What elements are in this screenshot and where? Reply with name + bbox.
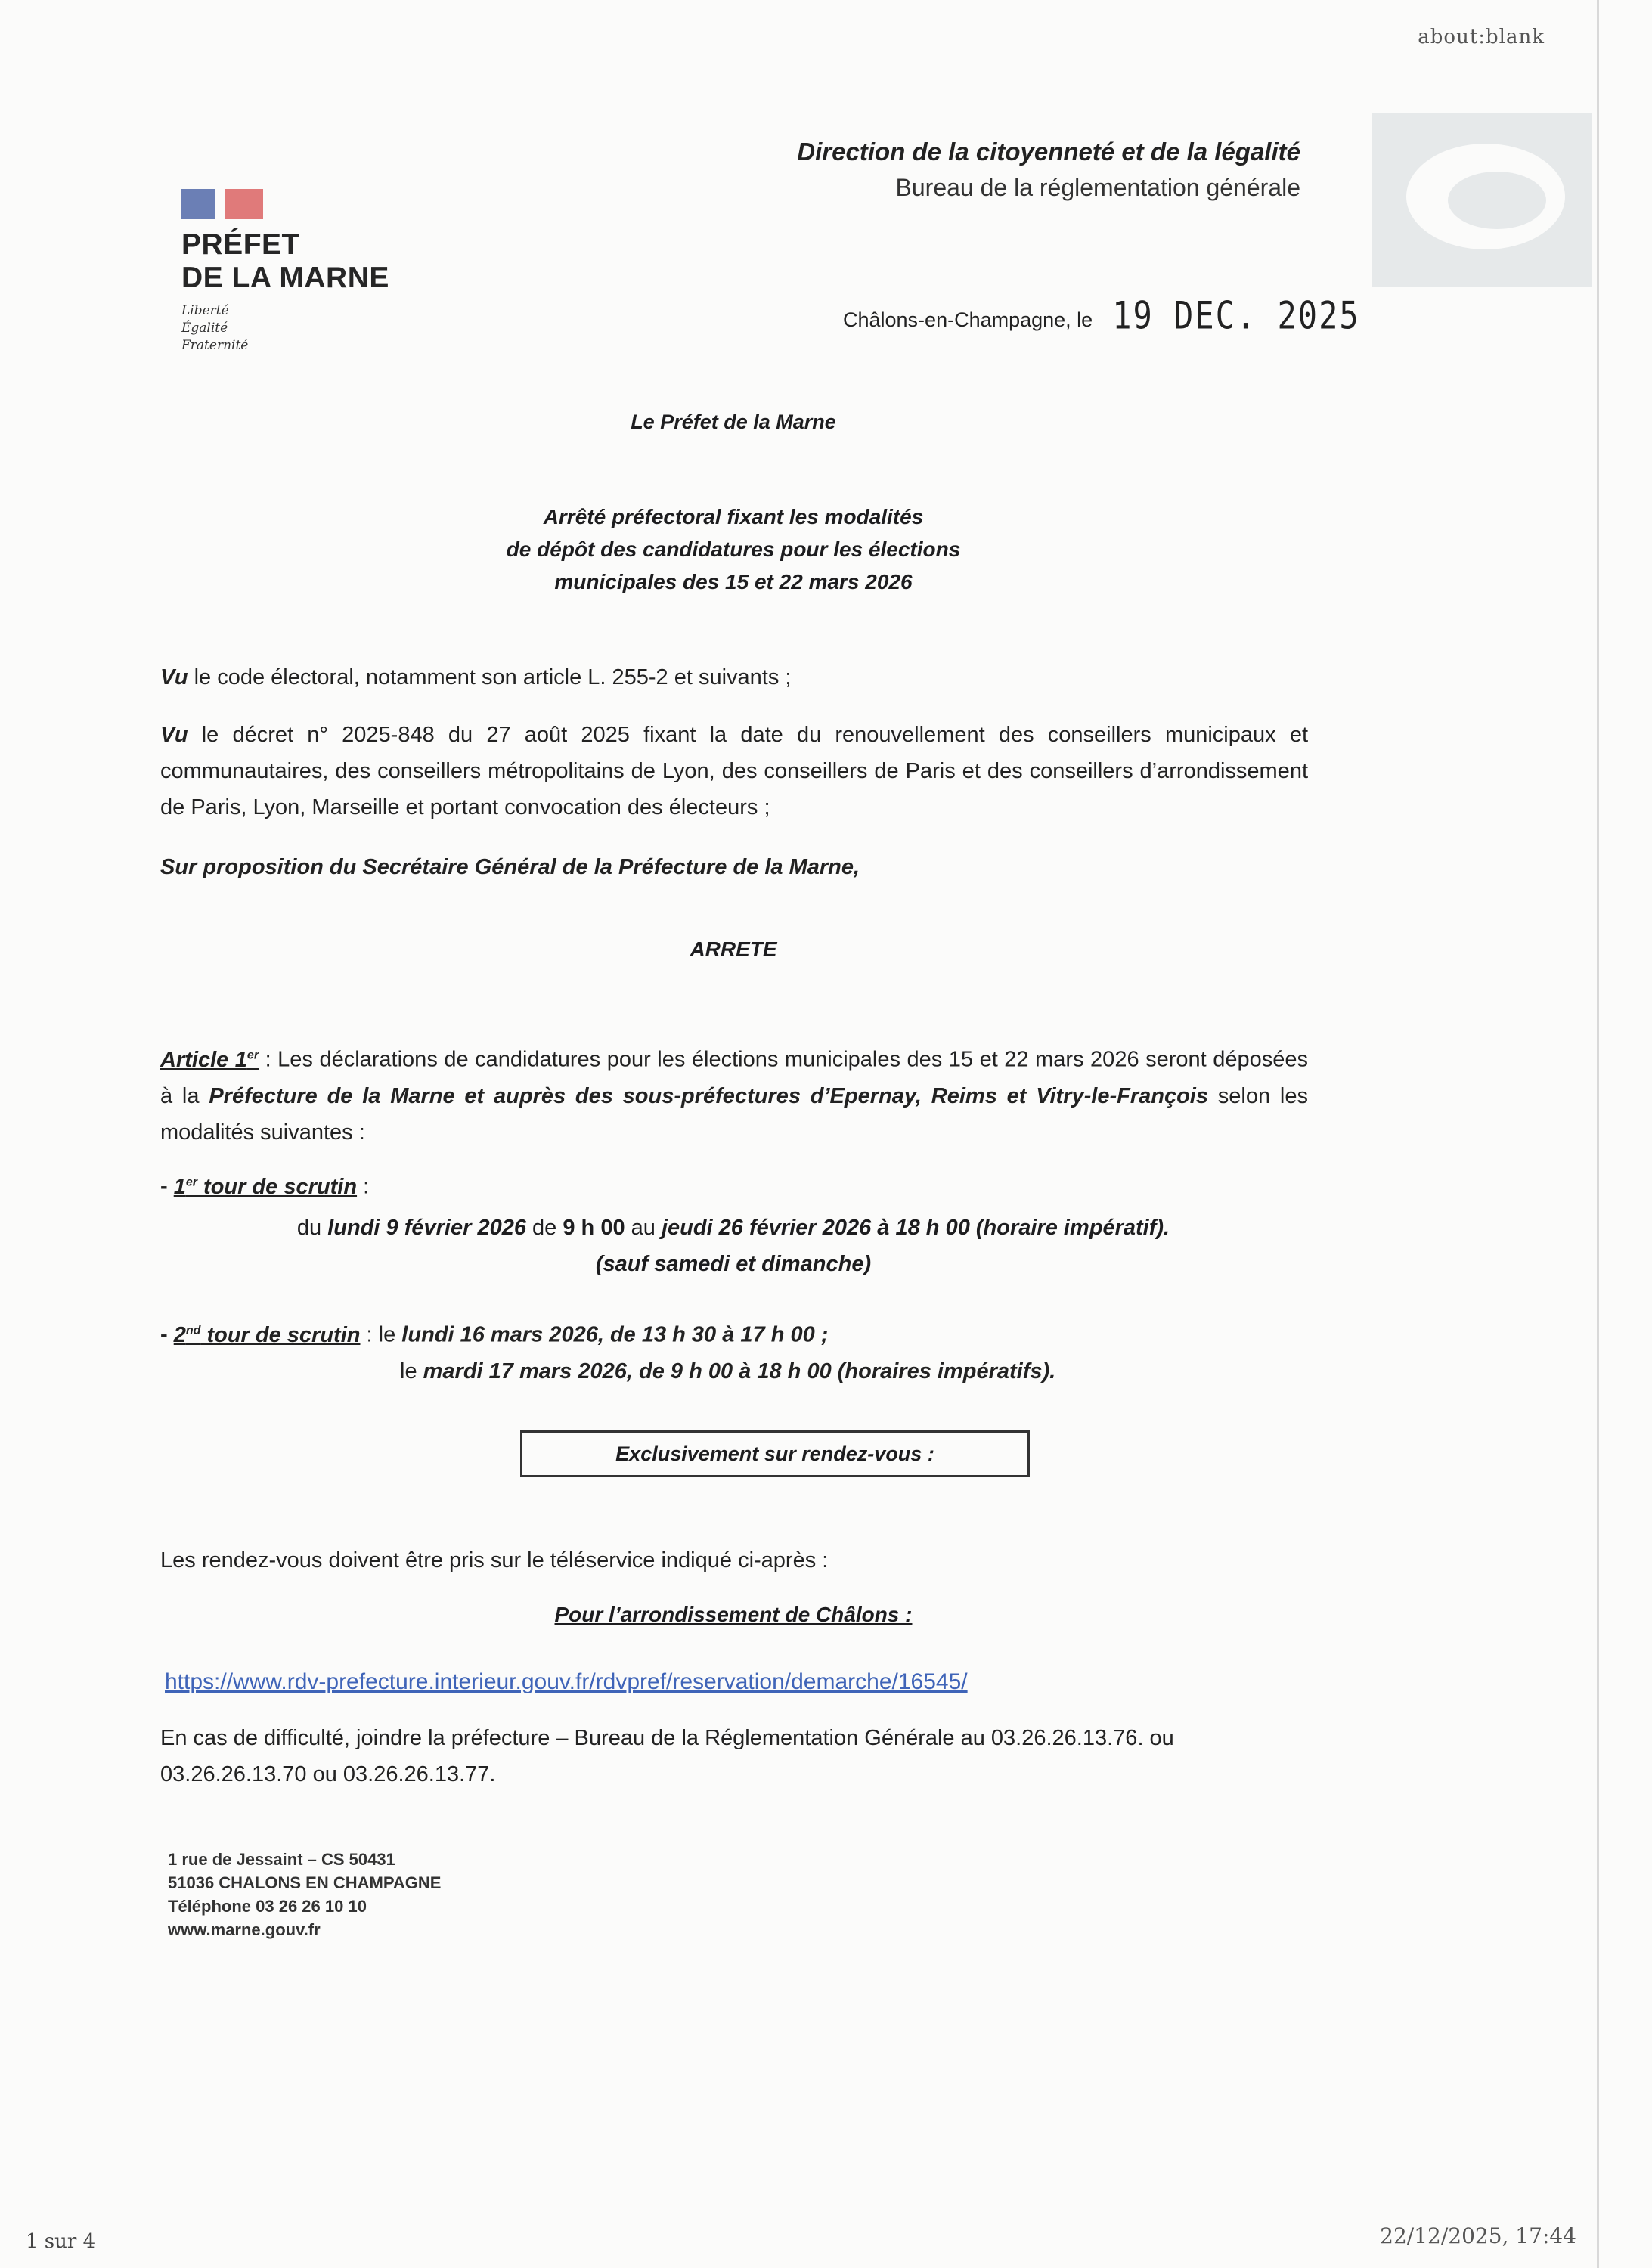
marianne-flag-icon: [181, 189, 263, 219]
prefecture-address: 1 rue de Jessaint – CS 50431 51036 CHALONS EN CHAMPAGNE Téléphone 03 26 26 10 10 www.marne.gouv.fr: [168, 1850, 442, 1939]
page-edge: [1597, 0, 1599, 2268]
date-stamp: 19 DEC. 2025: [1112, 293, 1360, 338]
tour-2: - 2nd tour de scrutin : le lundi 16 mars 2026, de 13 h 30 à 17 h 00 ; le mardi 17 mars 2026, de 9 h 00 à 18 h 00 (horaires impératifs).: [160, 1322, 1056, 1383]
proposition: Sur proposition du Secrétaire Général de la Préfecture de la Marne,: [160, 855, 860, 879]
page-counter: 1 sur 4: [26, 2230, 96, 2253]
date-label: Châlons-en-Champagne, le: [843, 308, 1093, 331]
vu-code-electoral: Vu le code électoral, notamment son article L. 255-2 et suivants ;: [160, 665, 792, 689]
watermark-logo: [1372, 113, 1592, 287]
tour-1-dates: du lundi 9 février 2026 de 9 h 00 au jeudi 26 février 2026 à 18 h 00 (horaire impératif). (sauf samedi et dimanche): [0, 1210, 1467, 1282]
direction-name: Direction de la citoyenneté et de la légalité: [797, 138, 1300, 166]
republic-motto: Liberté Égalité Fraternité: [181, 303, 249, 353]
appointment-intro: Les rendez-vous doivent être pris sur le téléservice indiqué ci-après :: [160, 1548, 829, 1572]
article-1-label: Article 1er: [160, 1047, 259, 1072]
contact-difficulty: En cas de difficulté, joindre la préfecture – Bureau de la Réglementation Générale au 03.26.26.13.76. ou 03.26.26.13.70 ou 03.26.26.13.77.: [160, 1726, 1174, 1786]
tour-1-heading: - 1er tour de scrutin :: [160, 1174, 370, 1199]
vu-decret: Vu le décret n° 2025-848 du 27 août 2025 fixant la date du renouvellement des conseillers municipaux et communautaires, des conseillers métropolitains de Lyon, des conseillers de Paris et des conseillers d’arrondissement de Paris, Lyon, Marseille et portant convocation des électeurs ;: [160, 723, 1308, 820]
prefecture-logo: [181, 189, 389, 355]
print-timestamp: 22/12/2025, 17:44: [1380, 2223, 1576, 2248]
bureau-name: Bureau de la réglementation générale: [895, 174, 1300, 201]
arrondissement-chalons-heading: Pour l’arrondissement de Châlons :: [554, 1603, 913, 1626]
issuing-service: [797, 138, 1300, 202]
arrete-heading: ARRETE: [690, 937, 777, 961]
appointment-only-box: Exclusivement sur rendez-vous :: [520, 1430, 1030, 1477]
place-date: [843, 293, 1360, 338]
appointment-link[interactable]: https://www.rdv-prefecture.interieur.gouv.fr/rdvpref/reservation/demarche/16545/: [165, 1669, 968, 1694]
tour-1-note: (sauf samedi et dimanche): [595, 1252, 872, 1276]
authority: Le Préfet de la Marne: [631, 411, 836, 433]
browser-header-url: about:blank: [1418, 26, 1545, 48]
article-1: Article 1er : Les déclarations de candidatures pour les élections municipales des 15 et 22 mars 2026 seront déposées à la Préfecture de la Marne et auprès des sous-préfectures d’Epernay, Reims et Vitry-le-François selon les modalités suivantes :: [160, 1047, 1308, 1145]
logo-title: PRÉFET DE LA MARNE: [181, 228, 389, 294]
decree-title: Arrêté préfectoral fixant les modalités de dépôt des candidatures pour les élections municipales des 15 et 22 mars 2026: [506, 505, 961, 593]
